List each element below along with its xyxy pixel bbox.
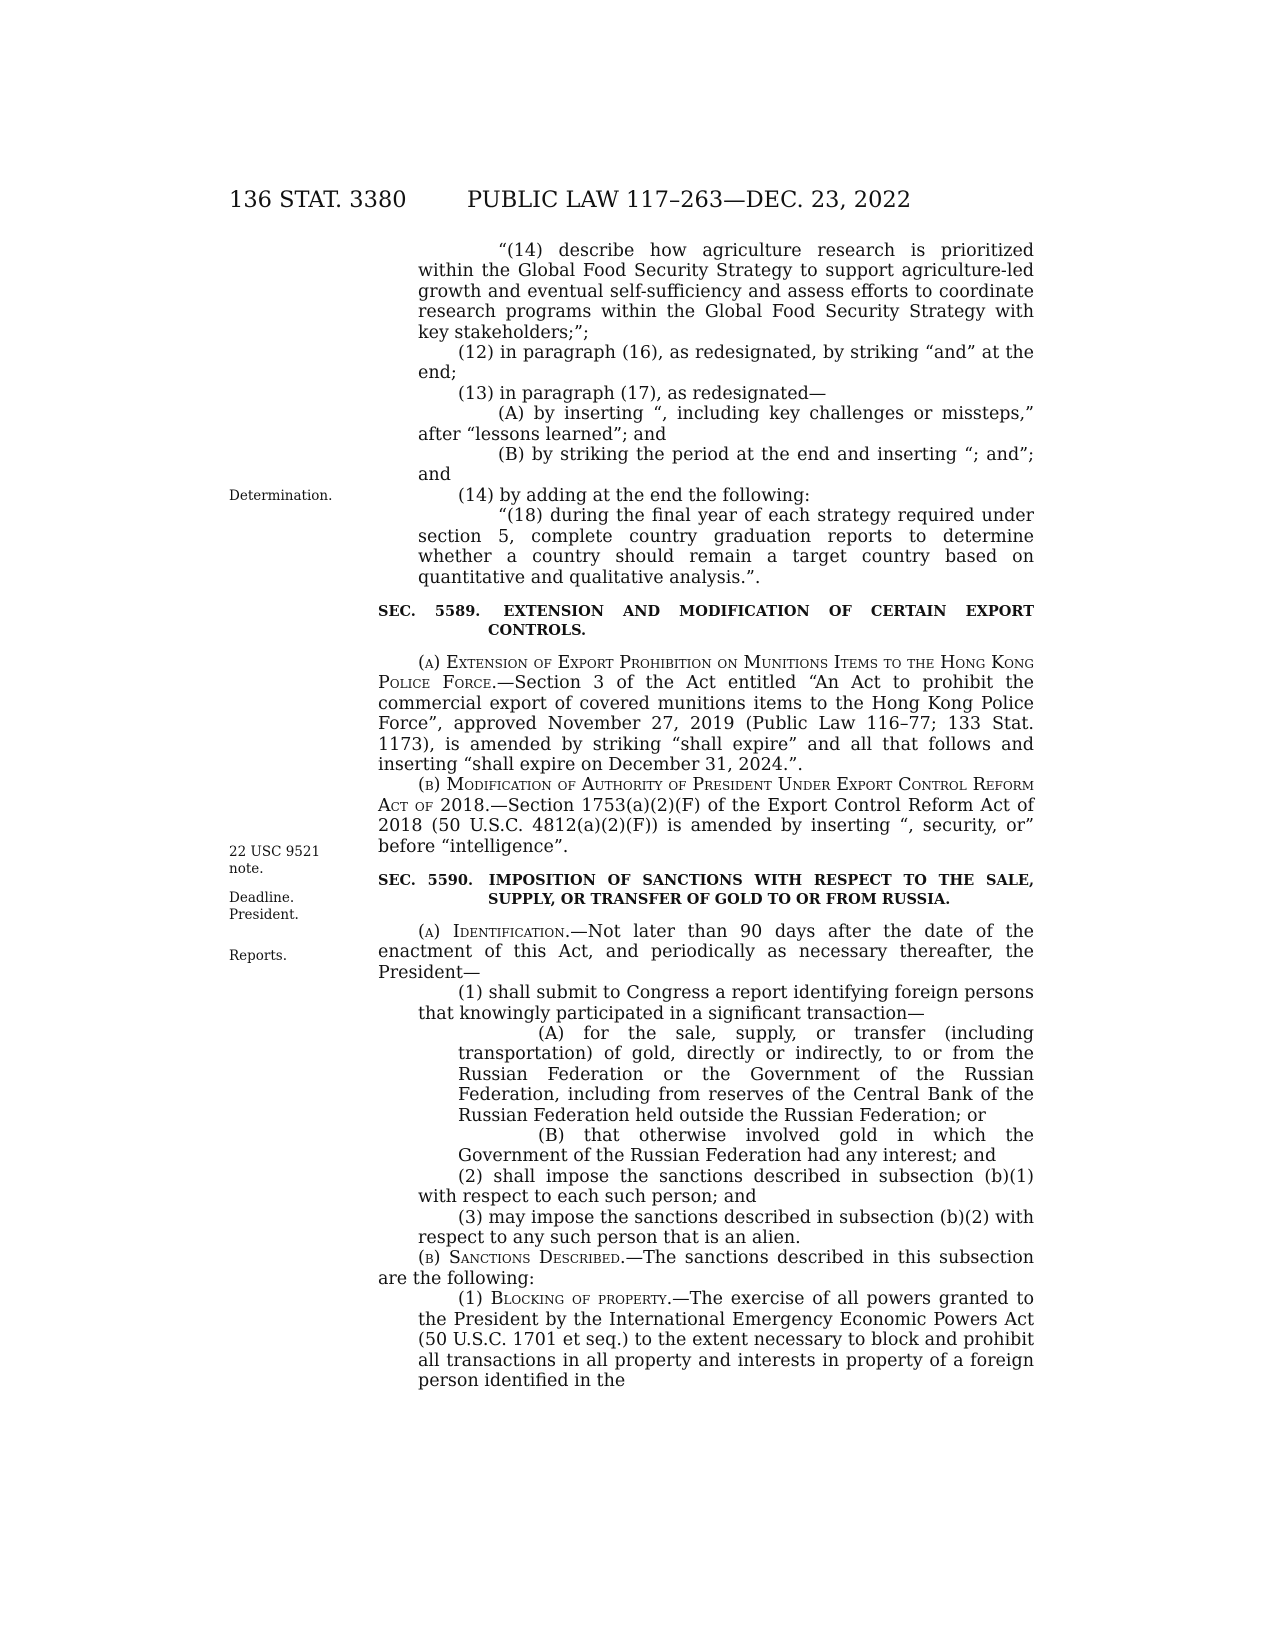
section-number: SEC. 5589. [378,602,481,620]
paragraph-18-quoted: “(18) during the final year of each strategy required under section 5, complete country graduation reports to determine whether a country should remain a target country based on quantitative and qualitative analysis.”. [418,506,1034,588]
subparagraph-b-involved-gold: (B) that otherwise involved gold in which the Government of the Russian Federation had any interest; and [458,1126,1034,1167]
paragraph-13-a: (A) by inserting “, including key challenges or missteps,” after “lessons learned”; and [418,404,1034,445]
paragraph-13: (13) in paragraph (17), as redesignated— [458,383,827,404]
margin-note-usc-reference: 22 USC 9521 note. [229,844,321,877]
margin-note-determination: Determination. [229,488,333,504]
section-title: IMPOSITION OF SANCTIONS WITH RESPECT TO THE SALE, SUPPLY, OR TRANSFER OF GOLD TO OR FROM RUSSIA. [488,871,1034,908]
subsection-a-identification [378,922,1034,983]
subsection-text: —The sanctions described in this subsection are the following: [378,1248,1035,1289]
margin-note-deadline: Deadline. President. [229,890,299,923]
subsection-heading: (b) Sanctions Described. [418,1248,626,1269]
paragraph-14-quoted: “(14) describe how agriculture research is prioritized within the Global Food Security Strategy to support agriculture-led growth and eventual self-sufficiency and assess efforts to coordinate research programs within the Global Food Security Strategy with key stakeholders;”; [418,241,1034,343]
section-5590-heading [378,871,1034,909]
paragraph-text: —The exercise of all powers granted to the President by the International Emergency Economic Powers Act (50 U.S.C. 1701 et seq.) to the extent necessary to block and prohibit all transactions in all property and interests in property of a foreign person identified in the [418,1289,1035,1391]
subsection-a-export-prohibition [378,653,1034,775]
document-body [378,241,1034,1391]
subsection-b-sanctions [378,1248,1034,1289]
margin-note-reports: Reports. [229,948,288,964]
paragraph-3-may-impose: (3) may impose the sanctions described in subsection (b)(2) with respect to any such person that is an alien. [418,1207,1034,1249]
paragraph-1-blocking [378,1289,1034,1391]
subsection-heading: (a) Identification. [418,921,571,942]
paragraph-1-report: (1) shall submit to Congress a report identifying foreign persons that knowingly participated in a significant transaction— [418,983,1034,1024]
page-title: PUBLIC LAW 117–263—DEC. 23, 2022 [467,187,912,213]
paragraph-14-adding: (14) by adding at the end the following: [458,485,811,506]
section-5589-heading [378,602,1034,640]
subparagraph-a-sale-supply: (A) for the sale, supply, or transfer (including transportation) of gold, directly or indirectly, to or from the Russian Federation or the Government of the Russian Federation, including from reserves of the Central Bank of the Russian Federation held outside the Russian Federation; or [458,1024,1034,1126]
subsection-b-modification [378,775,1034,857]
subsection-text: —Section 1753(a)(2)(F) of the Export Control Reform Act of 2018 (50 U.S.C. 4812(a)(2)(F)) is amended by inserting “, security, or” before “intelligence”. [378,795,1035,857]
subsection-heading: (a) Extension of Export Prohibition on Munitions Items to the Hong Kong Police Force. [378,652,1034,694]
subsection-heading: (b) Modification of Authority of President Under Export Control Reform Act of 2018. [378,775,1034,816]
subsection-text: —Not later than 90 days after the date of the enactment of this Act, and periodically as necessary thereafter, the President— [378,921,1035,983]
paragraph-heading: (1) Blocking of property. [458,1289,673,1310]
paragraph-12: (12) in paragraph (16), as redesignated, by striking “and” at the end; [418,343,1034,384]
paragraph-13-b: (B) by striking the period at the end and inserting “; and”; and [418,445,1034,486]
section-title: EXTENSION AND MODIFICATION OF CERTAIN EXPORT CONTROLS. [488,602,1034,639]
paragraph-2-impose: (2) shall impose the sanctions described in subsection (b)(1) with respect to each such person; and [418,1166,1034,1208]
page-header [0,180,1275,220]
section-number: SEC. 5590. [378,871,474,889]
subsection-text: —Section 3 of the Act entitled “An Act to prohibit the commercial export of covered munitions items to the Hong Kong Police Force”, approved November 27, 2019 (Public Law 116–77; 133 Stat. 1173), is amended by striking “shall expire” and all that follows and inserting “shall expire on December 31, 2024.”. [378,673,1034,775]
statute-citation: 136 STAT. 3380 [229,187,407,213]
